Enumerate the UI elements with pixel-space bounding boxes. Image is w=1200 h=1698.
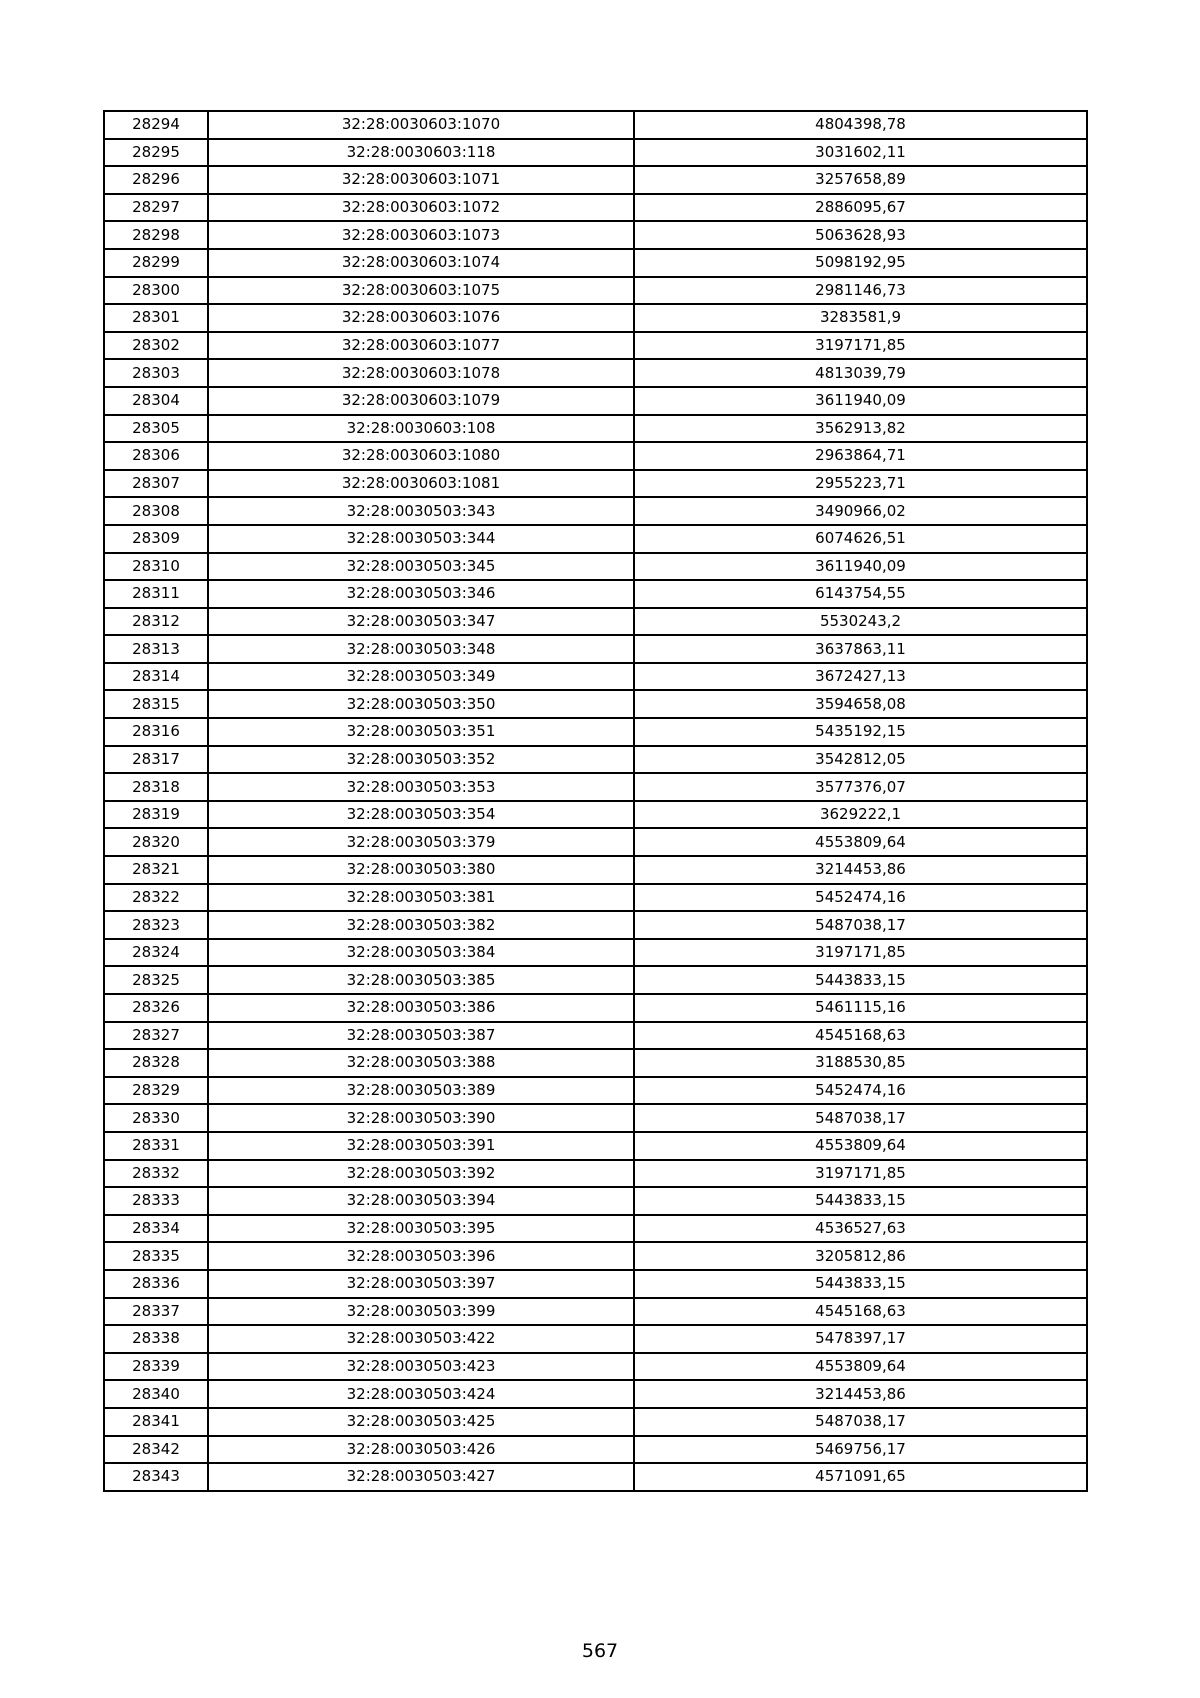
cadastral-value-cell: 4553809,64 <box>634 828 1087 856</box>
table-row <box>104 801 1087 829</box>
cadastral-value-cell: 3214453,86 <box>634 856 1087 884</box>
cadastral-number-cell: 32:28:0030603:108 <box>208 415 634 443</box>
row-number-cell: 28310 <box>104 553 208 581</box>
cadastral-value-cell: 5469756,17 <box>634 1436 1087 1464</box>
table-row <box>104 1408 1087 1436</box>
table-row <box>104 773 1087 801</box>
cadastral-value-cell: 4813039,79 <box>634 359 1087 387</box>
cadastral-number-cell: 32:28:0030603:1078 <box>208 359 634 387</box>
cadastral-number-cell: 32:28:0030503:343 <box>208 497 634 525</box>
table-row <box>104 277 1087 305</box>
cadastral-value-cell: 4553809,64 <box>634 1132 1087 1160</box>
row-number-cell: 28304 <box>104 387 208 415</box>
row-number-cell: 28343 <box>104 1463 208 1491</box>
table-row <box>104 249 1087 277</box>
row-number-cell: 28299 <box>104 249 208 277</box>
cadastral-value-cell: 5530243,2 <box>634 608 1087 636</box>
cadastral-value-cell: 3637863,11 <box>634 635 1087 663</box>
cadastral-number-cell: 32:28:0030503:380 <box>208 856 634 884</box>
row-number-cell: 28327 <box>104 1022 208 1050</box>
cadastral-value-cell: 3283581,9 <box>634 304 1087 332</box>
cadastral-value-cell: 5443833,15 <box>634 966 1087 994</box>
table-row <box>104 746 1087 774</box>
cadastral-value-cell: 3594658,08 <box>634 690 1087 718</box>
cadastral-number-cell: 32:28:0030503:350 <box>208 690 634 718</box>
table-row <box>104 1160 1087 1188</box>
cadastral-number-cell: 32:28:0030503:379 <box>208 828 634 856</box>
cadastral-number-cell: 32:28:0030503:426 <box>208 1436 634 1464</box>
row-number-cell: 28318 <box>104 773 208 801</box>
cadastral-value-cell: 3197171,85 <box>634 332 1087 360</box>
row-number-cell: 28340 <box>104 1380 208 1408</box>
table-row <box>104 1353 1087 1381</box>
table-row <box>104 359 1087 387</box>
cadastral-number-cell: 32:28:0030503:396 <box>208 1242 634 1270</box>
row-number-cell: 28332 <box>104 1160 208 1188</box>
table-row <box>104 194 1087 222</box>
row-number-cell: 28312 <box>104 608 208 636</box>
table-row <box>104 442 1087 470</box>
cadastral-number-cell: 32:28:0030603:1070 <box>208 111 634 139</box>
cadastral-number-cell: 32:28:0030503:391 <box>208 1132 634 1160</box>
table-row <box>104 497 1087 525</box>
table-row <box>104 332 1087 360</box>
table-row <box>104 470 1087 498</box>
table-row <box>104 415 1087 443</box>
cadastral-value-cell: 5435192,15 <box>634 718 1087 746</box>
cadastral-number-cell: 32:28:0030503:386 <box>208 994 634 1022</box>
table-row <box>104 553 1087 581</box>
table-row <box>104 387 1087 415</box>
cadastral-value-cell: 5487038,17 <box>634 911 1087 939</box>
row-number-cell: 28336 <box>104 1270 208 1298</box>
cadastral-value-cell: 3214453,86 <box>634 1380 1087 1408</box>
cadastral-value-cell: 6074626,51 <box>634 525 1087 553</box>
page-number: 567 <box>581 1640 619 1662</box>
row-number-cell: 28307 <box>104 470 208 498</box>
cadastral-number-cell: 32:28:0030503:348 <box>208 635 634 663</box>
cadastral-number-cell: 32:28:0030603:1071 <box>208 166 634 194</box>
row-number-cell: 28296 <box>104 166 208 194</box>
table-row <box>104 1270 1087 1298</box>
cadastral-value-cell: 3197171,85 <box>634 939 1087 967</box>
cadastral-number-cell: 32:28:0030603:1072 <box>208 194 634 222</box>
table-row <box>104 856 1087 884</box>
cadastral-number-cell: 32:28:0030603:1074 <box>208 249 634 277</box>
cadastral-number-cell: 32:28:0030503:384 <box>208 939 634 967</box>
cadastral-number-cell: 32:28:0030503:347 <box>208 608 634 636</box>
row-number-cell: 28333 <box>104 1187 208 1215</box>
table-body <box>104 111 1087 1491</box>
cadastral-number-cell: 32:28:0030503:344 <box>208 525 634 553</box>
table-row <box>104 1077 1087 1105</box>
row-number-cell: 28339 <box>104 1353 208 1381</box>
cadastral-number-cell: 32:28:0030503:394 <box>208 1187 634 1215</box>
table-row <box>104 1298 1087 1326</box>
row-number-cell: 28328 <box>104 1049 208 1077</box>
table-row <box>104 663 1087 691</box>
cadastral-value-cell: 4571091,65 <box>634 1463 1087 1491</box>
row-number-cell: 28309 <box>104 525 208 553</box>
cadastral-number-cell: 32:28:0030503:354 <box>208 801 634 829</box>
row-number-cell: 28326 <box>104 994 208 1022</box>
cadastral-value-cell: 3611940,09 <box>634 553 1087 581</box>
cadastral-number-cell: 32:28:0030503:382 <box>208 911 634 939</box>
cadastral-number-cell: 32:28:0030503:390 <box>208 1104 634 1132</box>
row-number-cell: 28315 <box>104 690 208 718</box>
row-number-cell: 28298 <box>104 221 208 249</box>
table-row <box>104 1049 1087 1077</box>
row-number-cell: 28325 <box>104 966 208 994</box>
cadastral-value-cell: 3542812,05 <box>634 746 1087 774</box>
row-number-cell: 28321 <box>104 856 208 884</box>
cadastral-number-cell: 32:28:0030503:387 <box>208 1022 634 1050</box>
cadastral-number-cell: 32:28:0030503:385 <box>208 966 634 994</box>
cadastral-value-cell: 6143754,55 <box>634 580 1087 608</box>
cadastral-value-cell: 5478397,17 <box>634 1325 1087 1353</box>
row-number-cell: 28301 <box>104 304 208 332</box>
cadastral-value-cell: 3197171,85 <box>634 1160 1087 1188</box>
cadastral-number-cell: 32:28:0030503:392 <box>208 1160 634 1188</box>
table-row <box>104 304 1087 332</box>
row-number-cell: 28300 <box>104 277 208 305</box>
cadastral-number-cell: 32:28:0030503:397 <box>208 1270 634 1298</box>
cadastral-number-cell: 32:28:0030503:395 <box>208 1215 634 1243</box>
row-number-cell: 28322 <box>104 884 208 912</box>
row-number-cell: 28308 <box>104 497 208 525</box>
row-number-cell: 28320 <box>104 828 208 856</box>
table-row <box>104 111 1087 139</box>
cadastral-value-cell: 5461115,16 <box>634 994 1087 1022</box>
table-row <box>104 1380 1087 1408</box>
table-row <box>104 139 1087 167</box>
cadastral-number-cell: 32:28:0030503:422 <box>208 1325 634 1353</box>
table-row <box>104 635 1087 663</box>
cadastral-number-cell: 32:28:0030503:352 <box>208 746 634 774</box>
row-number-cell: 28306 <box>104 442 208 470</box>
table-row <box>104 166 1087 194</box>
cadastral-number-cell: 32:28:0030603:1079 <box>208 387 634 415</box>
row-number-cell: 28324 <box>104 939 208 967</box>
cadastral-number-cell: 32:28:0030603:1075 <box>208 277 634 305</box>
row-number-cell: 28330 <box>104 1104 208 1132</box>
cadastral-number-cell: 32:28:0030503:345 <box>208 553 634 581</box>
row-number-cell: 28342 <box>104 1436 208 1464</box>
cadastral-value-cell: 5443833,15 <box>634 1270 1087 1298</box>
row-number-cell: 28295 <box>104 139 208 167</box>
table-row <box>104 1436 1087 1464</box>
table-row <box>104 608 1087 636</box>
cadastral-number-cell: 32:28:0030603:1076 <box>208 304 634 332</box>
cadastral-value-cell: 2981146,73 <box>634 277 1087 305</box>
table-row <box>104 690 1087 718</box>
cadastral-value-cell: 3257658,89 <box>634 166 1087 194</box>
table-row <box>104 884 1087 912</box>
cadastral-number-cell: 32:28:0030503:346 <box>208 580 634 608</box>
table-row <box>104 1132 1087 1160</box>
cadastral-number-cell: 32:28:0030503:381 <box>208 884 634 912</box>
table-row <box>104 994 1087 1022</box>
table-row <box>104 939 1087 967</box>
cadastral-value-cell: 2886095,67 <box>634 194 1087 222</box>
table-row <box>104 1325 1087 1353</box>
cadastral-value-cell: 3629222,1 <box>634 801 1087 829</box>
cadastral-value-cell: 5452474,16 <box>634 884 1087 912</box>
cadastral-value-cell: 5063628,93 <box>634 221 1087 249</box>
row-number-cell: 28319 <box>104 801 208 829</box>
row-number-cell: 28302 <box>104 332 208 360</box>
row-number-cell: 28313 <box>104 635 208 663</box>
cadastral-value-table <box>103 110 1088 1492</box>
cadastral-number-cell: 32:28:0030503:427 <box>208 1463 634 1491</box>
row-number-cell: 28311 <box>104 580 208 608</box>
table-row <box>104 580 1087 608</box>
cadastral-number-cell: 32:28:0030503:388 <box>208 1049 634 1077</box>
cadastral-value-cell: 3031602,11 <box>634 139 1087 167</box>
cadastral-value-cell: 2955223,71 <box>634 470 1087 498</box>
cadastral-number-cell: 32:28:0030603:1081 <box>208 470 634 498</box>
cadastral-value-cell: 5452474,16 <box>634 1077 1087 1105</box>
table-row <box>104 1187 1087 1215</box>
table-row <box>104 911 1087 939</box>
row-number-cell: 28335 <box>104 1242 208 1270</box>
cadastral-number-cell: 32:28:0030503:399 <box>208 1298 634 1326</box>
cadastral-number-cell: 32:28:0030603:1077 <box>208 332 634 360</box>
table-row <box>104 221 1087 249</box>
cadastral-value-cell: 4553809,64 <box>634 1353 1087 1381</box>
row-number-cell: 28341 <box>104 1408 208 1436</box>
cadastral-number-cell: 32:28:0030503:349 <box>208 663 634 691</box>
table-row <box>104 966 1087 994</box>
cadastral-value-cell: 3577376,07 <box>634 773 1087 801</box>
row-number-cell: 28337 <box>104 1298 208 1326</box>
row-number-cell: 28334 <box>104 1215 208 1243</box>
row-number-cell: 28294 <box>104 111 208 139</box>
table-row <box>104 1215 1087 1243</box>
cadastral-number-cell: 32:28:0030503:424 <box>208 1380 634 1408</box>
table-row <box>104 718 1087 746</box>
cadastral-value-cell: 4545168,63 <box>634 1298 1087 1326</box>
cadastral-value-cell: 5098192,95 <box>634 249 1087 277</box>
table-row <box>104 1242 1087 1270</box>
cadastral-value-cell: 3611940,09 <box>634 387 1087 415</box>
table-row <box>104 828 1087 856</box>
cadastral-number-cell: 32:28:0030603:1080 <box>208 442 634 470</box>
row-number-cell: 28303 <box>104 359 208 387</box>
row-number-cell: 28329 <box>104 1077 208 1105</box>
row-number-cell: 28331 <box>104 1132 208 1160</box>
cadastral-value-cell: 4536527,63 <box>634 1215 1087 1243</box>
cadastral-number-cell: 32:28:0030503:351 <box>208 718 634 746</box>
row-number-cell: 28297 <box>104 194 208 222</box>
row-number-cell: 28305 <box>104 415 208 443</box>
cadastral-number-cell: 32:28:0030503:423 <box>208 1353 634 1381</box>
cadastral-number-cell: 32:28:0030503:389 <box>208 1077 634 1105</box>
table-row <box>104 1104 1087 1132</box>
row-number-cell: 28338 <box>104 1325 208 1353</box>
cadastral-value-cell: 4804398,78 <box>634 111 1087 139</box>
cadastral-value-cell: 5487038,17 <box>634 1104 1087 1132</box>
cadastral-value-cell: 3672427,13 <box>634 663 1087 691</box>
row-number-cell: 28323 <box>104 911 208 939</box>
cadastral-value-cell: 4545168,63 <box>634 1022 1087 1050</box>
cadastral-value-cell: 3188530,85 <box>634 1049 1087 1077</box>
table-row <box>104 525 1087 553</box>
cadastral-number-cell: 32:28:0030503:425 <box>208 1408 634 1436</box>
cadastral-value-cell: 3490966,02 <box>634 497 1087 525</box>
row-number-cell: 28316 <box>104 718 208 746</box>
cadastral-number-cell: 32:28:0030603:1073 <box>208 221 634 249</box>
table-row <box>104 1463 1087 1491</box>
row-number-cell: 28317 <box>104 746 208 774</box>
cadastral-value-cell: 5487038,17 <box>634 1408 1087 1436</box>
cadastral-number-cell: 32:28:0030503:353 <box>208 773 634 801</box>
cadastral-value-cell: 2963864,71 <box>634 442 1087 470</box>
cadastral-number-cell: 32:28:0030603:118 <box>208 139 634 167</box>
cadastral-value-cell: 5443833,15 <box>634 1187 1087 1215</box>
cadastral-value-cell: 3562913,82 <box>634 415 1087 443</box>
row-number-cell: 28314 <box>104 663 208 691</box>
table-row <box>104 1022 1087 1050</box>
cadastral-value-cell: 3205812,86 <box>634 1242 1087 1270</box>
